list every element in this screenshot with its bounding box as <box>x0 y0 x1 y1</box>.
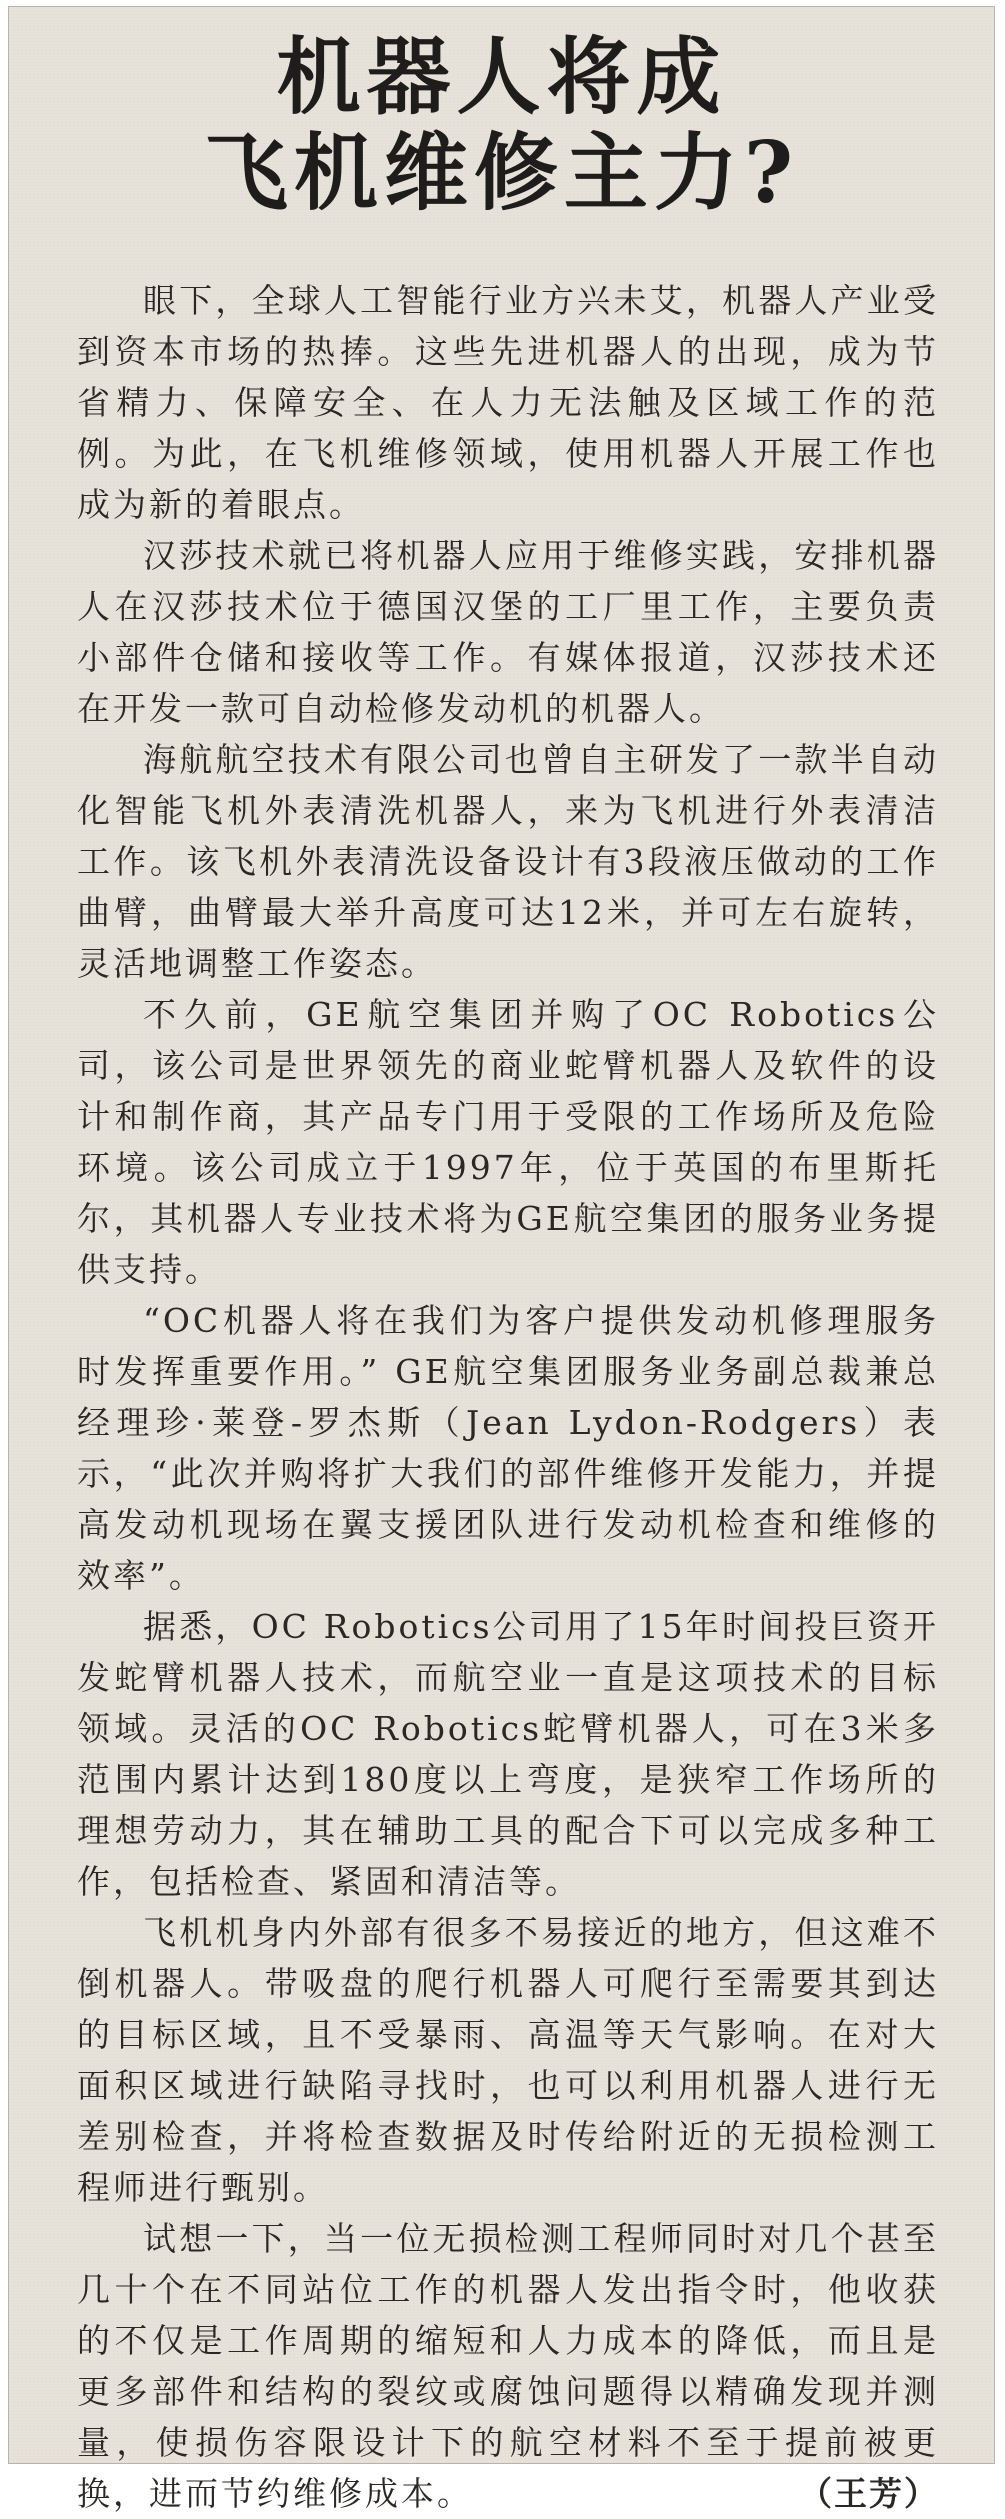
byline: （王芳） <box>799 2474 939 2513</box>
headline-line-1: 机器人将成 <box>276 27 727 126</box>
paragraph-4: 不久前，GE航空集团并购了OC Robotics公司，该公司是世界领先的商业蛇臂机器人及软件的设计和制作商，其产品专门用于受限的工作场所及危险环境。该公司成立于1997年，位于英国的布里斯托尔，其机器人专业技术将为GE航空集团的服务业务提供支持。 <box>77 995 939 1289</box>
article-body <box>77 275 939 2519</box>
headline <box>9 29 994 221</box>
paragraph-7: 飞机机身内外部有很多不易接近的地方，但这难不倒机器人。带吸盘的爬行机器人可爬行至需要其到达的目标区域，且不受暴雨、高温等天气影响。在对大面积区域进行缺陷寻找时，也可以利用机器人进行无差别检查，并将检查数据及时传给附近的无损检测工程师进行甄别。 <box>77 1913 939 2207</box>
paragraph-3: 海航航空技术有限公司也曾自主研发了一款半自动化智能飞机外表清洗机器人，来为飞机进行外表清洁工作。该飞机外表清洗设备设计有3段液压做动的工作曲臂，曲臂最大举升高度可达12米，并可左右旋转，灵活地调整工作姿态。 <box>77 740 939 983</box>
headline-line-2: 飞机维修主力? <box>203 123 800 222</box>
paragraph-5: “OC机器人将在我们为客户提供发动机修理服务时发挥重要作用。” GE航空集团服务业务副总裁兼总经理珍·莱登-罗杰斯（Jean Lydon-Rodgers）表示，“此次并购将扩大我们的部件维修开发能力，并提高发动机现场在翼支援团队进行发动机检查和维修的效率”。 <box>77 1301 939 1595</box>
paragraph-8-text: 试想一下，当一位无损检测工程师同时对几个甚至几十个在不同站位工作的机器人发出指令时，他收获的不仅是工作周期的缩短和人力成本的降低，而且是更多部件和结构的裂纹或腐蚀问题得以精确发现并测量，使损伤容限设计下的航空材料不至于提前被更换，进而节约维修成本。 <box>77 2219 939 2513</box>
newspaper-clipping <box>8 6 995 2513</box>
paragraph-6: 据悉，OC Robotics公司用了15年时间投巨资开发蛇臂机器人技术，而航空业一直是这项技术的目标领域。灵活的OC Robotics蛇臂机器人，可在3米多范围内累计达到180度以上弯度，是狭窄工作场所的理想劳动力，其在辅助工具的配合下可以完成多种工作，包括检查、紧固和清洁等。 <box>77 1607 939 1901</box>
paragraph-2: 汉莎技术就已将机器人应用于维修实践，安排机器人在汉莎技术位于德国汉堡的工厂里工作，主要负责小部件仓储和接收等工作。有媒体报道，汉莎技术还在开发一款可自动检修发动机的机器人。 <box>77 536 939 728</box>
paragraph-1: 眼下，全球人工智能行业方兴未艾，机器人产业受到资本市场的热捧。这些先进机器人的出现，成为节省精力、保障安全、在人力无法触及区域工作的范例。为此，在飞机维修领域，使用机器人开展工作也成为新的着眼点。 <box>77 281 939 524</box>
paragraph-8 <box>77 2213 939 2519</box>
